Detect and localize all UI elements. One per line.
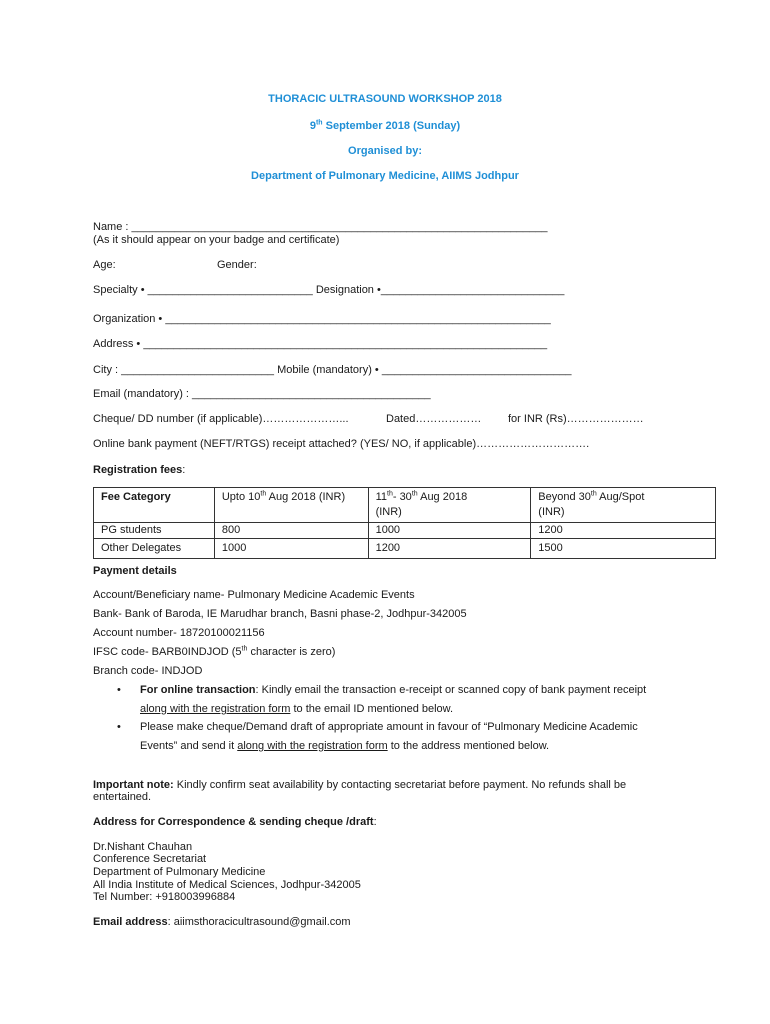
row-beyond: 1500 xyxy=(531,539,716,559)
address-line: All India Institute of Medical Sciences, Jodhpur-342005 xyxy=(93,879,361,891)
bullet-icon: • xyxy=(117,684,121,696)
payment-heading: Payment details xyxy=(93,565,177,577)
row-category: PG students xyxy=(94,523,215,539)
address-line: Conference Secretariat xyxy=(93,853,207,865)
cheque-note-2: Events” and send it along with the registration form to the address mentioned below. xyxy=(140,740,550,752)
row-upto: 1000 xyxy=(214,539,368,559)
name-note: (As it should appear on your badge and certificate) xyxy=(93,234,340,246)
registration-fees-heading: Registration fees: xyxy=(93,464,186,476)
table-row xyxy=(94,539,716,559)
fees-table xyxy=(93,487,716,559)
address-heading: Address for Correspondence & sending cheque /draft: xyxy=(93,816,377,828)
name-field[interactable]: Name : ____________________________________________________________________ xyxy=(93,221,548,233)
email-field[interactable]: Email (mandatory) : _______________________________________ xyxy=(93,388,431,400)
row-mid: 1000 xyxy=(368,523,531,539)
workshop-title: THORACIC ULTRASOUND WORKSHOP 2018 xyxy=(268,93,502,105)
row-beyond: 1200 xyxy=(531,523,716,539)
row-category: Other Delegates xyxy=(94,539,215,559)
cheque-field[interactable]: Cheque/ DD number (if applicable)…………………... xyxy=(93,413,349,425)
important-note-2: entertained. xyxy=(93,791,152,803)
ifsc-code: IFSC code- BARB0INDJOD (5th character is zero) xyxy=(93,645,336,658)
important-note: Important note: Kindly confirm seat availability by contacting secretariat before payment. No refunds shall be xyxy=(93,779,627,791)
organization-field[interactable]: Organization • _______________________________________________________________ xyxy=(93,313,551,325)
online-transaction-note: For online transaction: Kindly email the transaction e-receipt or scanned copy of bank payment receipt xyxy=(140,684,647,696)
table-row xyxy=(94,523,716,539)
fees-header-row xyxy=(94,488,716,523)
cheque-note: Please make cheque/Demand draft of appropriate amount in favour of “Pulmonary Medicine Academic xyxy=(140,721,638,733)
organised-by: Organised by: xyxy=(348,145,422,157)
account-name: Account/Beneficiary name- Pulmonary Medicine Academic Events xyxy=(93,589,415,601)
age-field[interactable]: Age: xyxy=(93,259,116,271)
city-mobile-field[interactable]: City : _________________________ Mobile (mandatory) • _______________________________ xyxy=(93,364,572,376)
address-line: Dr.Nishant Chauhan xyxy=(93,841,193,853)
fee-category-header: Fee Category xyxy=(94,488,215,523)
inr-field[interactable]: for INR (Rs)………………… xyxy=(508,413,644,425)
address-line: Department of Pulmonary Medicine xyxy=(93,866,266,878)
specialty-designation-field[interactable]: Specialty • ___________________________ Designation •______________________________ xyxy=(93,284,565,296)
mid-header: 11th- 30th Aug 2018 (INR) xyxy=(368,488,531,523)
account-number: Account number- 18720100021156 xyxy=(93,627,265,639)
row-mid: 1200 xyxy=(368,539,531,559)
upto-header: Upto 10th Aug 2018 (INR) xyxy=(214,488,368,523)
bank-name: Bank- Bank of Baroda, IE Marudhar branch, Basni phase-2, Jodhpur-342005 xyxy=(93,608,467,620)
branch-code: Branch code- INDJOD xyxy=(93,665,203,677)
gender-field[interactable]: Gender: xyxy=(217,259,257,271)
beyond-header: Beyond 30th Aug/Spot (INR) xyxy=(531,488,716,523)
online-payment-field[interactable]: Online bank payment (NEFT/RTGS) receipt attached? (YES/ NO, if applicable)…………………………. xyxy=(93,438,590,450)
dated-field[interactable]: Dated……………… xyxy=(386,413,482,425)
address-field[interactable]: Address • __________________________________________________________________ xyxy=(93,338,548,350)
workshop-date: 9th September 2018 (Sunday) xyxy=(309,119,461,132)
department-name: Department of Pulmonary Medicine, AIIMS Jodhpur xyxy=(251,170,519,182)
address-line: Tel Number: +918003996884 xyxy=(93,891,236,903)
online-transaction-note-2: along with the registration form to the email ID mentioned below. xyxy=(140,703,454,715)
bullet-icon: • xyxy=(117,721,121,733)
email-address: Email address: aiimsthoracicultrasound@gmail.com xyxy=(93,916,351,928)
row-upto: 800 xyxy=(214,523,368,539)
